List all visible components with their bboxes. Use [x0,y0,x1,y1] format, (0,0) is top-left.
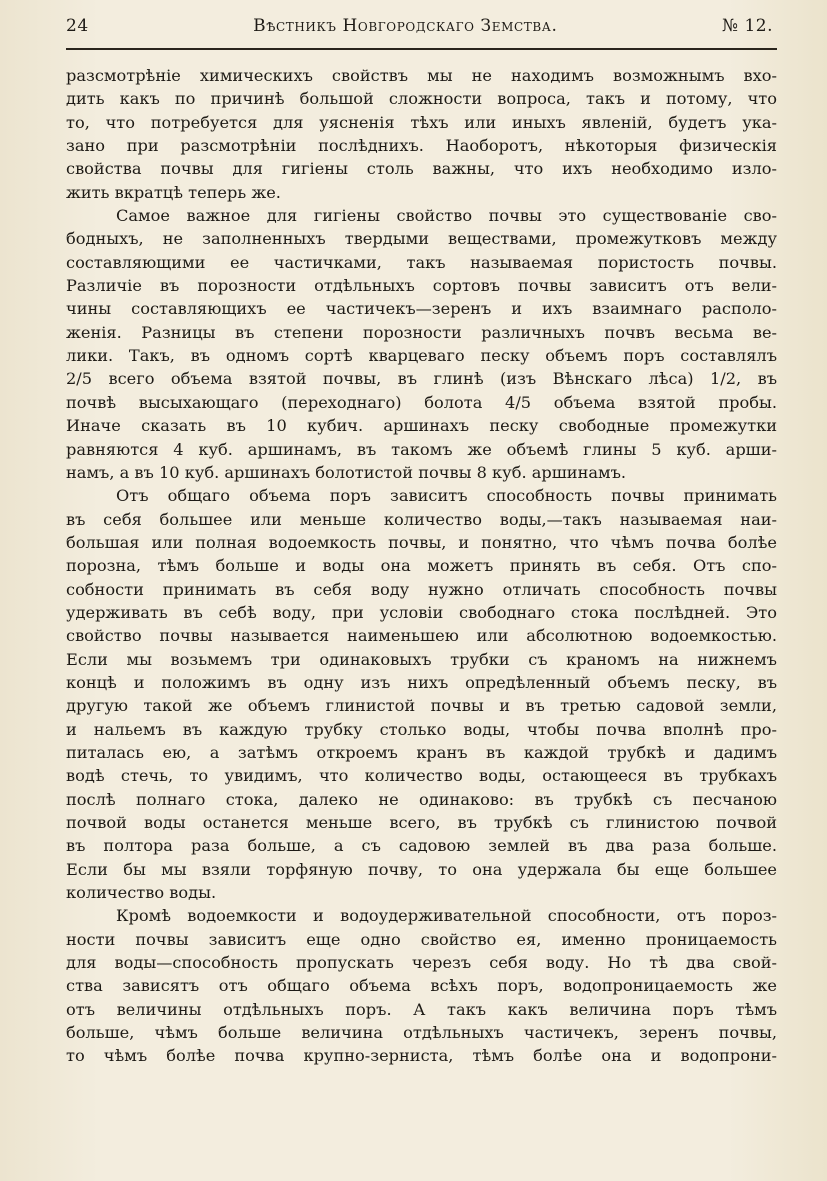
text-line: количество воды. [66,883,217,903]
text-line: почвѣ высыхающаго (переходнаго) болота 4/5 объема взятой пробы. [66,392,777,412]
text-line: питалась ею, а затѣмъ откроемъ кранъ въ каждой трубкѣ и дадимъ [66,742,777,762]
issue-number: № 12. [721,16,773,36]
text-line: для воды—способность пропускать черезъ себя воду. Но тѣ два свой- [66,953,777,973]
text-line: удерживать въ себѣ воду, при условіи свободнаго стока послѣдней. Это [66,602,777,622]
text-line: собности принимать въ себя воду нужно отличать способность почвы [66,579,777,599]
text-line: женія. Разницы въ степени порозности различныхъ почвъ весьма ве- [66,322,777,342]
text-line: Если мы возьмемъ три одинаковыхъ трубки съ краномъ на нижнемъ [66,649,777,669]
text-line: составляющими ее частичками, такъ называемая пористость почвы. [66,252,777,272]
header-rule [66,48,777,50]
text-line: зано при разсмотрѣніи послѣднихъ. Наоборотъ, нѣкоторыя физическія [66,136,777,156]
text-line: другую такой же объемъ глинистой почвы и въ третью садовой земли, [66,696,777,716]
text-line: 2/5 всего объема взятой почвы, въ глинѣ (изъ Вѣнскаго лѣса) 1/2, въ [66,369,777,389]
text-line: Различіе въ порозности отдѣльныхъ сортовъ почвы зависитъ отъ вели- [66,276,777,296]
text-line: свойства почвы для гигіены столь важны, что ихъ необходимо изло- [66,159,777,179]
text-line: въ полтора раза больше, а съ садовою землей въ два раза больше. [66,836,777,856]
text-line: и нальемъ въ каждую трубку столько воды, чтобы почва вполнѣ про- [66,719,777,739]
text-line: больше, чѣмъ больше величина отдѣльныхъ частичекъ, зеренъ почвы, [66,1023,777,1043]
text-line: то чѣмъ болѣе почва крупно-зерниста, тѣмъ болѣе она и водопрони- [66,1046,777,1066]
text-line: большая или полная водоемкость почвы, и понятно, что чѣмъ почва болѣе [66,532,777,552]
journal-title: Вѣстникъ Новгородскаго Земства. [253,16,558,36]
text-line: Отъ общаго объема поръ зависитъ способность почвы принимать [116,486,777,506]
text-line: бодныхъ, не заполненныхъ твердыми веществами, промежутковъ между [66,229,777,249]
text-line: послѣ полнаго стока, далеко не одинаково: въ трубкѣ съ песчаною [66,789,777,809]
text-line: отъ величины отдѣльныхъ поръ. А такъ какъ величина поръ тѣмъ [66,999,777,1019]
text-line: Если бы мы взяли торфяную почву, то она удержала бы еще большее [66,859,777,879]
body-text [66,64,777,1068]
text-line: то, что потребуется для уясненія тѣхъ или иныхъ явленій, будетъ ука- [66,112,777,132]
text-line: Кромѣ водоемкости и водоудерживательной способности, отъ пороз- [116,906,777,926]
text-line: Самое важное для гигіены свойство почвы это существованіе сво- [116,206,777,226]
running-header [66,16,777,44]
text-line: дить какъ по причинѣ большой сложности вопроса, такъ и потому, что [66,89,777,109]
text-line: въ себя большее или меньше количество воды,—такъ называемая наи- [66,509,777,529]
page-number: 24 [66,16,89,36]
text-line: намъ, а въ 10 куб. аршинахъ болотистой почвы 8 куб. аршинамъ. [66,462,627,482]
text-line: свойство почвы называется наименьшею или абсолютною водоемкостью. [66,626,777,646]
text-line: водѣ стечь, то увидимъ, что количество воды, остающееся въ трубкахъ [66,766,777,786]
text-line: равняются 4 куб. аршинамъ, въ такомъ же объемѣ глины 5 куб. арши- [66,439,777,459]
text-line: ности почвы зависитъ еще одно свойство ея, именно проницаемость [66,929,777,949]
text-line: ства зависятъ отъ общаго объема всѣхъ поръ, водопроницаемость же [66,976,777,996]
text-line: жить вкратцѣ теперь же. [66,182,281,202]
text-line: чины составляющихъ ее частичекъ—зеренъ и ихъ взаимнаго располо- [66,299,777,319]
text-line: порозна, тѣмъ больше и воды она можетъ принять въ себя. Отъ спо- [66,556,777,576]
text-line: Иначе сказать въ 10 кубич. аршинахъ песку свободные промежутки [66,416,777,436]
text-line: лики. Такъ, въ одномъ сортѣ кварцеваго песку объемъ поръ составлялъ [66,346,777,366]
text-line: почвой воды останется меньше всего, въ трубкѣ съ глинистою почвой [66,813,777,832]
text-line: разсмотрѣніе химическихъ свойствъ мы не находимъ возможнымъ вхо- [66,66,777,85]
text-line: концѣ и положимъ въ одну изъ нихъ опредѣленный объемъ песку, въ [66,672,777,692]
